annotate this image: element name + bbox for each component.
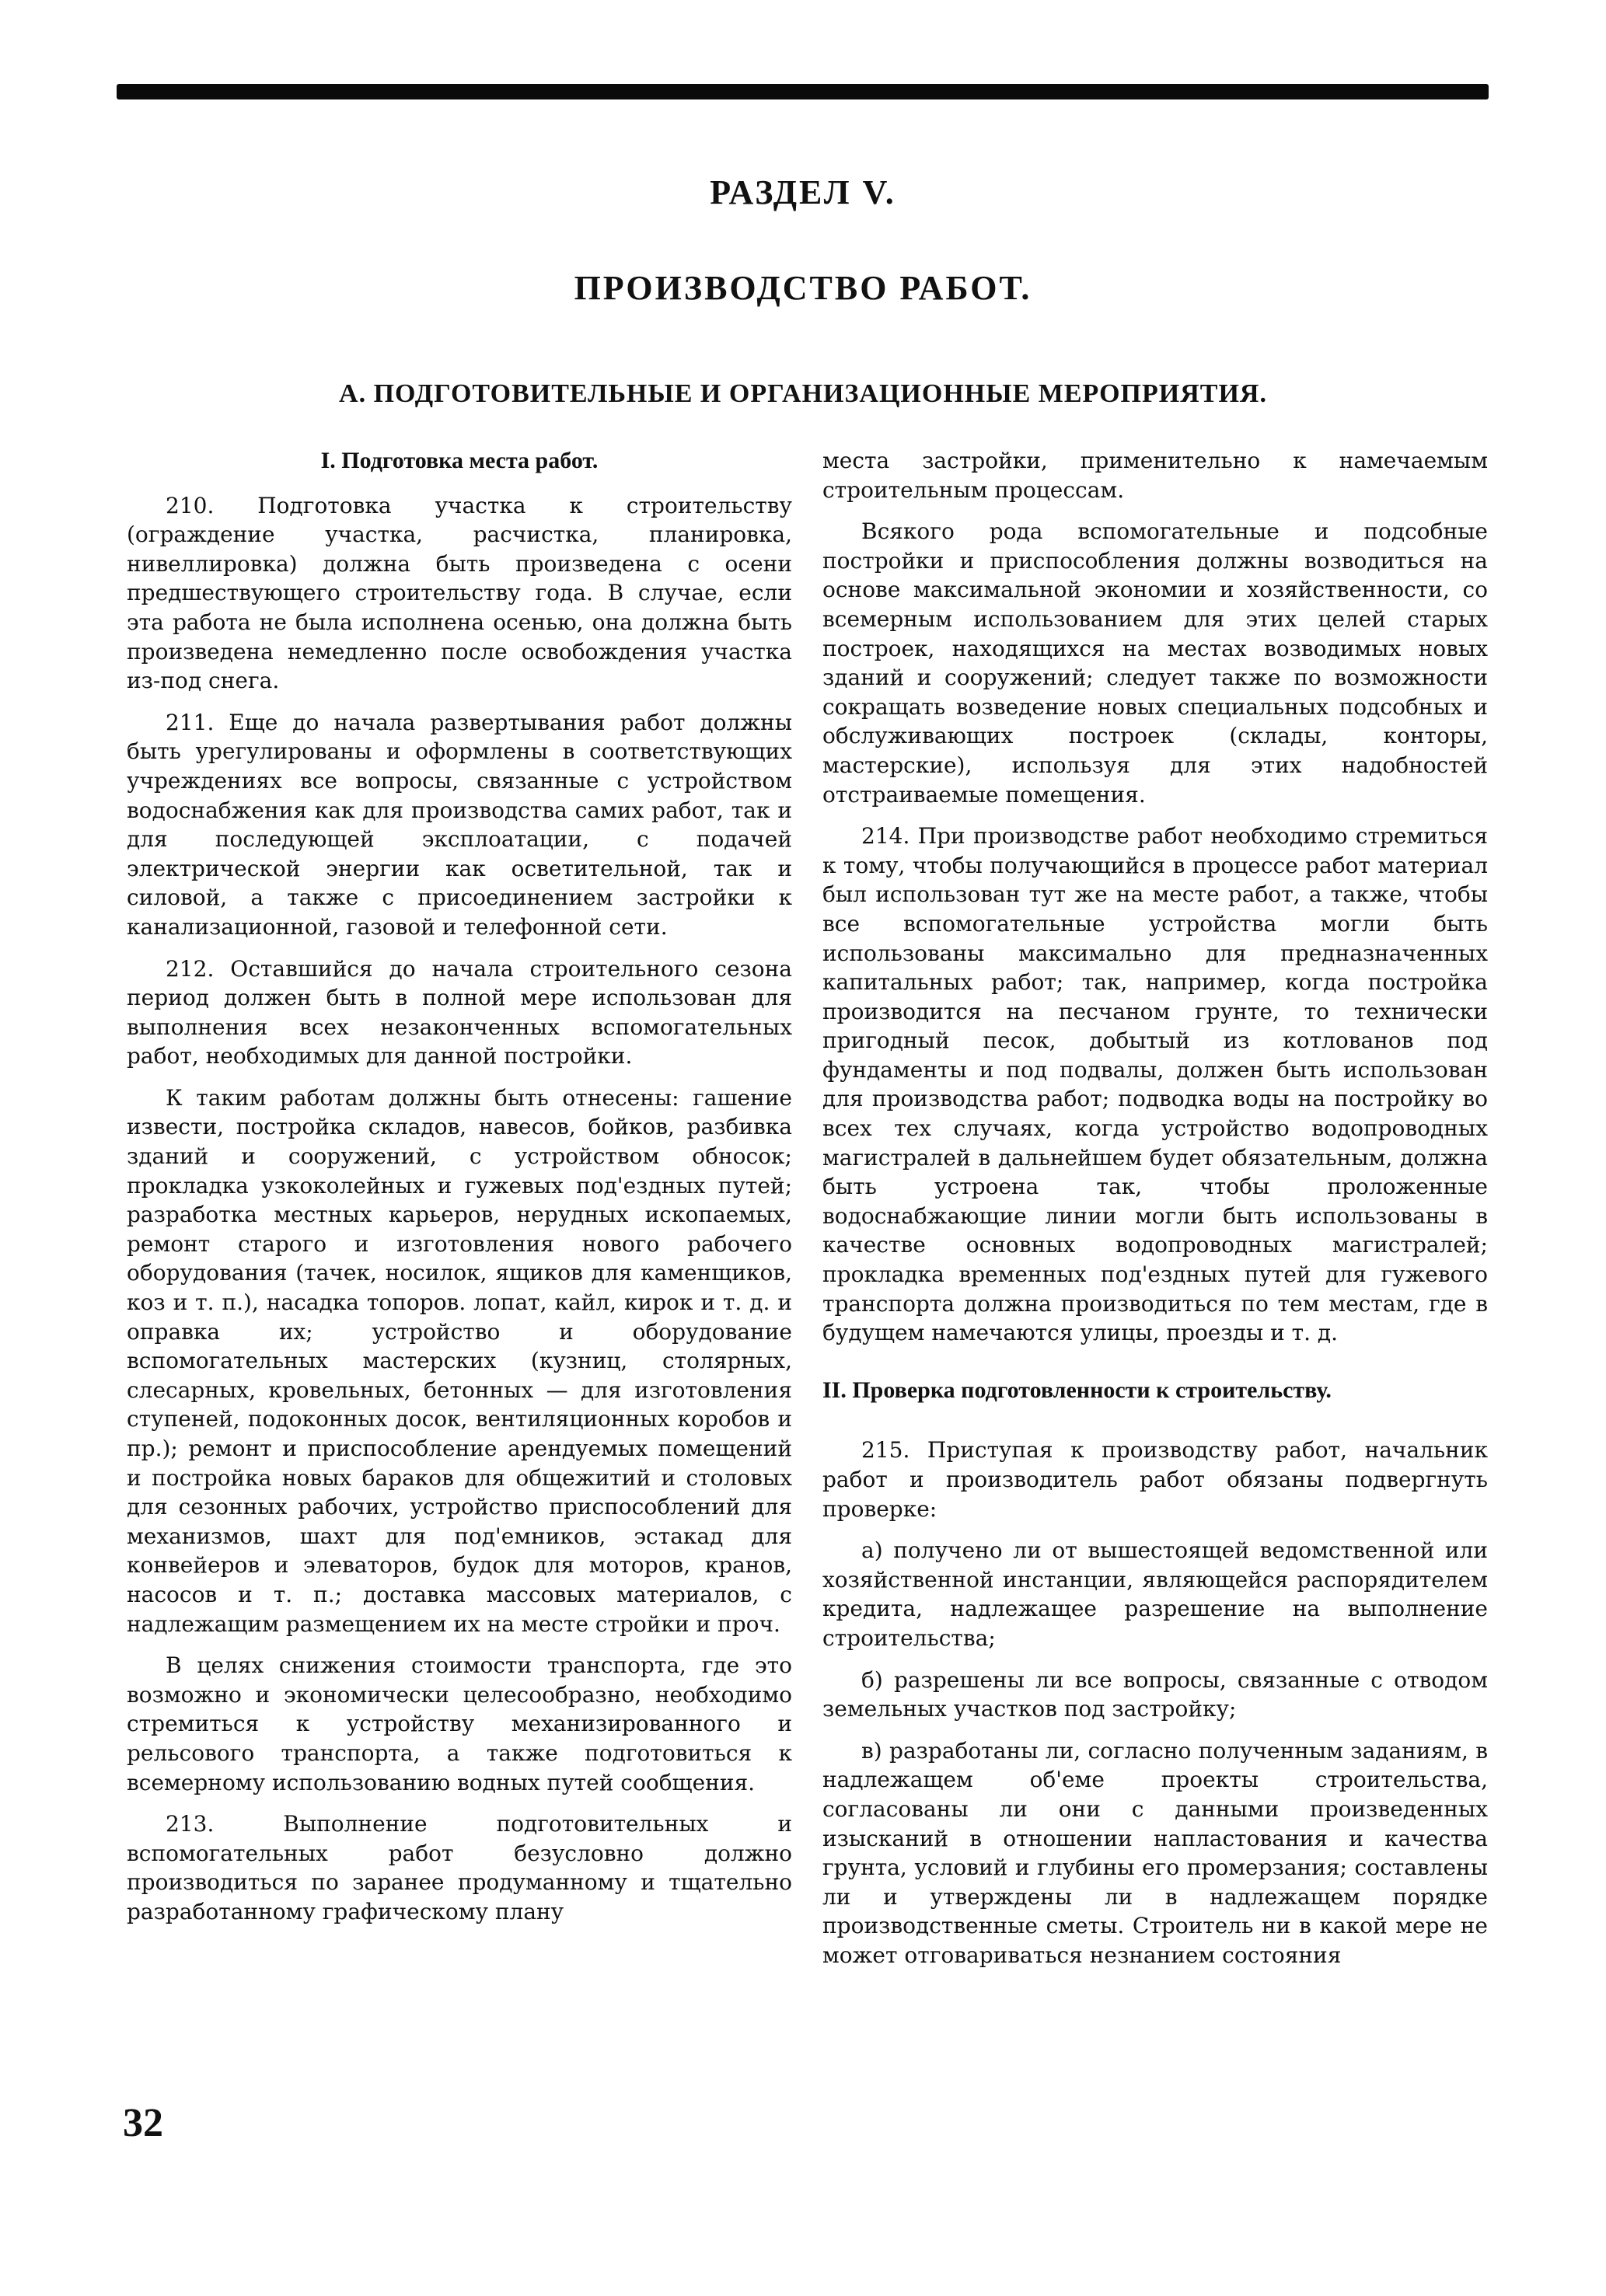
paragraph-214: 214. При производстве работ необходимо стремиться к тому, чтобы получающийся в процессе работ материал был использован тут же на месте работ, а также, чтобы все вспомогательные устройства могли быть использованы максимально для предназначенных капитальных работ; так, например, когда постройка производится на песчаном грунте, то технически пригодный песок, добытый из котлованов под фундаменты и под подвалы, должен быть использован для производства работ; подводка воды на постройку во всех тех случаях, когда устройство водопроводных магистралей в дальнейшем будет обязательным, должна быть устроена так, чтобы проложенные водоснабжающие линии могли быть использованы в качестве основных водопроводных магистралей; прокладка временных под'ездных путей для гужевого транспорта должна производиться по тем местам, где в будущем намечаются улицы, проезды и т. д.: [822, 823, 1488, 1346]
paragraph-213: 213. Выполнение подготовительных и вспомогательных работ безусловно должно производиться по заранее продуманному и тщательно разработанному графическому плану: [127, 1811, 792, 1924]
sub-title: А. ПОДГОТОВИТЕЛЬНЫЕ И ОРГАНИЗАЦИОННЫЕ МЕРОПРИЯТИЯ.: [339, 379, 1267, 408]
paragraph-212: 212. Оставшийся до начала строительного сезона период должен быть в полной мере использован для выполнения всех незаконченных вспомогательных работ, необходимых для данной постройки.: [127, 955, 792, 1069]
page-number: 32: [123, 2101, 163, 2145]
paragraph-works-list: К таким работам должны быть отнесены: гашение извести, постройка складов, навесов, бойков, разбивка зданий и сооружений, с устройством обносок; прокладка узкоколейных и гужевых под'ездных путей; разработка местных карьеров, нерудных ископаемых, ремонт старого и изготовления нового рабочего оборудования (тачек, носилок, ящиков для каменщиков, коз и т. п.), насадка топоров. лопат, кайл, кирок и т. д. и оправка их; устройство и оборудование вспомогательных мастерских (кузниц, столярных, слесарных, кровельных, бетонных — для изготовления ступеней, подоконных досок, вентиляционных коробов и пр.); ремонт и приспособление арендуемых помещений и постройка новых бараков для общежитий и столовых для сезонных рабочих, устройство приспособлений для механизмов, шахт для под'емников, эстакад для конвейеров и элеваторов, будок для моторов, кранов, насосов и т. п.; доставка массовых материалов, с надлежащим размещением их на месте стройки и проч.: [127, 1084, 792, 1637]
paragraph-210: 210. Подготовка участка к строительству (ограждение участка, расчистка, планировка, нивеллировка) должна быть произведена с осени предшествующего строительству года. В случае, если эта работа не была исполнена осенью, она должна быть произведена немедленно после освобождения участка из-под снега.: [127, 492, 792, 694]
top-rule: [117, 84, 1489, 99]
left-column: [127, 446, 792, 1939]
paragraph-215-v: в) разработаны ли, согласно полученным заданиям, в надлежащем об'еме проекты строительства, согласованы ли они с данными произведенных изысканий в отношении напластования и качества грунта, условий и глубины его промерзания; составлены ли и утверждены ли в надлежащем порядке производственные сметы. Строитель ни в какой мере не может отговариваться незнанием состояния: [822, 1737, 1488, 1968]
paragraph-215-b: б) разрешены ли все вопросы, связанные с отводом земельных участков под застройку;: [822, 1666, 1488, 1722]
paragraph-auxiliary-buildings: Всякого рода вспомогательные и подсобные постройки и приспособления должны возводиться на основе максимальной экономии и хозяйственности, со всемерным использованием для этих целей старых построек, находящихся на местах возводимых новых зданий и сооружений; следует также по возможности сокращать возведение новых специальных подсобных и обслуживающих построек (склады, конторы, мастерские), используя для этих надобностей отстраиваемые помещения.: [822, 518, 1488, 808]
section-heading-2: II. Проверка подготовленности к строительству.: [822, 1377, 1332, 1403]
title-block: [0, 173, 1606, 409]
section-title: РАЗДЕЛ V.: [710, 173, 896, 211]
right-column: [822, 446, 1488, 1983]
paragraph-211: 211. Еще до начала развертывания работ должны быть урегулированы и оформлены в соответствующих учреждениях все вопросы, связанные с устройством водоснабжения как для производства самих работ, так и для последующей эксплоатации, с подачей электрической энергии как осветительной, так и силовой, а также с присоединением застройки к канализационной, газовой и телефонной сети.: [127, 709, 792, 940]
paragraph-215-a: а) получено ли от вышестоящей ведомственной или хозяйственной инстанции, являющейся распорядителем кредита, надлежащее разрешение на выполнение строительства;: [822, 1537, 1488, 1651]
section-heading-1: I. Подготовка места работ.: [320, 448, 599, 473]
paragraph-transport: В целях снижения стоимости транспорта, где это возможно и экономически целесообразно, необходимо стремиться к устройству механизированного и рельсового транспорта, а также подготовиться к всемерному использованию водных путей сообщения.: [127, 1652, 792, 1795]
main-title: ПРОИЗВОДСТВО РАБОТ.: [574, 269, 1032, 307]
paragraph-213-continuation: места застройки, применительно к намечаемым строительным процессам.: [822, 448, 1488, 503]
paragraph-215: 215. Приступая к производству работ, начальник работ и производитель работ обязаны подвергнуть проверке:: [822, 1437, 1488, 1522]
